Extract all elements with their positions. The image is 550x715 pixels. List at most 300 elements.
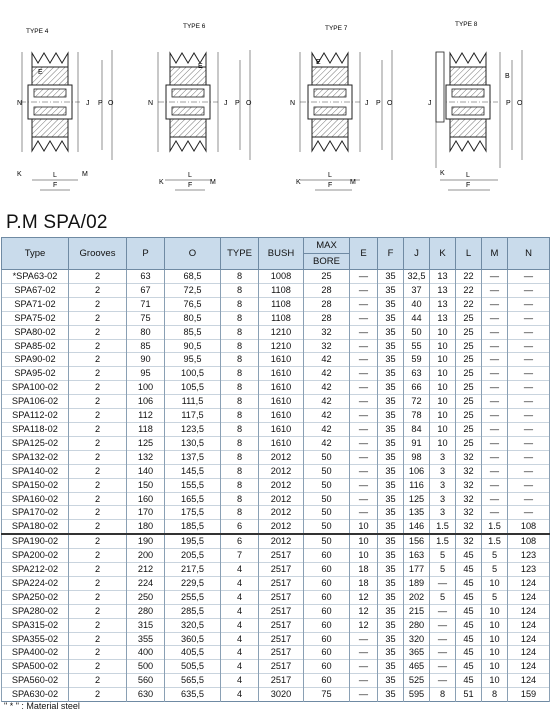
cell-n: —: [508, 478, 550, 492]
cell-f: 35: [378, 339, 404, 353]
cell-n: 124: [508, 604, 550, 618]
table-row: [2, 311, 550, 325]
dim-label-k: K: [296, 179, 301, 186]
spec-table-body: [2, 270, 550, 702]
cell-m: —: [482, 270, 508, 284]
cell-n: —: [508, 395, 550, 409]
cell-m: —: [482, 283, 508, 297]
cell-j: 156: [404, 534, 430, 548]
cell-p: 118: [127, 422, 165, 436]
cell-j: 202: [404, 590, 430, 604]
cell-j: 189: [404, 576, 430, 590]
cell-type: SPA180-02: [2, 520, 69, 534]
cell-k: 13: [430, 297, 456, 311]
table-row: [2, 478, 550, 492]
cell-k: —: [430, 646, 456, 660]
cell-j: 135: [404, 506, 430, 520]
cell-n: —: [508, 422, 550, 436]
cell-l: 32: [456, 520, 482, 534]
cell-grooves: 2: [69, 464, 127, 478]
dim-label-k: K: [17, 171, 22, 178]
dim-label-l: L: [188, 172, 192, 179]
cell-p: 315: [127, 618, 165, 632]
cell-bush: 2517: [259, 549, 304, 563]
cell-f: 35: [378, 520, 404, 534]
cell-bush: 1108: [259, 311, 304, 325]
cell-type-num: 8: [221, 422, 259, 436]
cell-type: SPA250-02: [2, 590, 69, 604]
cell-o: 229,5: [165, 576, 221, 590]
cell-o: 72,5: [165, 283, 221, 297]
cell-bush: 2517: [259, 646, 304, 660]
spec-table: [1, 237, 550, 702]
cell-l: 45: [456, 646, 482, 660]
cell-p: 90: [127, 353, 165, 367]
cell-type-num: 8: [221, 409, 259, 423]
cell-type: SPA71-02: [2, 297, 69, 311]
cell-k: 3: [430, 506, 456, 520]
cell-p: 140: [127, 464, 165, 478]
cell-n: —: [508, 450, 550, 464]
cell-type-num: 4: [221, 618, 259, 632]
cell-o: 90,5: [165, 339, 221, 353]
cell-bush: 1610: [259, 367, 304, 381]
cell-k: 5: [430, 563, 456, 577]
header-f: F: [378, 238, 404, 270]
cell-type-num: 8: [221, 492, 259, 506]
cell-k: 3: [430, 464, 456, 478]
header-e: E: [350, 238, 378, 270]
cell-e: —: [350, 660, 378, 674]
cell-grooves: 2: [69, 297, 127, 311]
cell-bush: 2012: [259, 520, 304, 534]
cell-type-num: 4: [221, 688, 259, 702]
table-row: [2, 492, 550, 506]
cell-e: 10: [350, 520, 378, 534]
cell-j: 98: [404, 450, 430, 464]
cell-p: 400: [127, 646, 165, 660]
dim-label-j: J: [365, 100, 369, 107]
cell-f: 35: [378, 632, 404, 646]
cell-f: 35: [378, 604, 404, 618]
cell-j: 44: [404, 311, 430, 325]
table-row: [2, 590, 550, 604]
cell-m: 10: [482, 632, 508, 646]
cell-o: 155,5: [165, 478, 221, 492]
cell-m: —: [482, 478, 508, 492]
cell-bush: 3020: [259, 688, 304, 702]
cell-bush: 1210: [259, 325, 304, 339]
cell-e: —: [350, 478, 378, 492]
cell-type: SPA100-02: [2, 381, 69, 395]
cell-o: 85,5: [165, 325, 221, 339]
cell-n: —: [508, 367, 550, 381]
cell-m: 10: [482, 604, 508, 618]
cell-max-bore: 50: [304, 534, 350, 548]
cell-max-bore: 60: [304, 632, 350, 646]
cell-max-bore: 60: [304, 563, 350, 577]
cell-n: —: [508, 283, 550, 297]
cell-l: 32: [456, 478, 482, 492]
cell-f: 35: [378, 590, 404, 604]
cell-grooves: 2: [69, 590, 127, 604]
dim-label-f: F: [53, 182, 58, 189]
header-bore: BORE: [304, 254, 350, 270]
table-row: [2, 464, 550, 478]
cell-m: —: [482, 464, 508, 478]
cell-p: 125: [127, 436, 165, 450]
cell-f: 35: [378, 409, 404, 423]
cell-l: 25: [456, 409, 482, 423]
cell-f: 35: [378, 270, 404, 284]
cell-m: —: [482, 450, 508, 464]
cell-p: 150: [127, 478, 165, 492]
table-row: [2, 339, 550, 353]
cell-max-bore: 25: [304, 270, 350, 284]
dim-label-n: N: [290, 100, 296, 107]
cell-type-num: 4: [221, 660, 259, 674]
cell-e: 12: [350, 618, 378, 632]
cell-o: 123,5: [165, 422, 221, 436]
cell-type: SPA200-02: [2, 549, 69, 563]
cell-f: 35: [378, 492, 404, 506]
cell-m: —: [482, 311, 508, 325]
cell-f: 35: [378, 660, 404, 674]
cell-o: 111,5: [165, 395, 221, 409]
cell-bush: 1008: [259, 270, 304, 284]
cell-type-num: 8: [221, 270, 259, 284]
cell-type: SPA90-02: [2, 353, 69, 367]
cell-l: 45: [456, 576, 482, 590]
cell-p: 500: [127, 660, 165, 674]
cell-f: 35: [378, 436, 404, 450]
cell-m: —: [482, 353, 508, 367]
cell-e: 10: [350, 534, 378, 548]
cell-e: —: [350, 464, 378, 478]
cell-n: —: [508, 353, 550, 367]
cell-o: 76,5: [165, 297, 221, 311]
cell-l: 32: [456, 492, 482, 506]
table-row: [2, 325, 550, 339]
cell-max-bore: 42: [304, 381, 350, 395]
cell-l: 25: [456, 339, 482, 353]
cell-k: 3: [430, 450, 456, 464]
cell-k: 3: [430, 478, 456, 492]
cell-e: —: [350, 688, 378, 702]
cell-p: 112: [127, 409, 165, 423]
cell-p: 180: [127, 520, 165, 534]
cell-max-bore: 60: [304, 604, 350, 618]
cell-f: 35: [378, 422, 404, 436]
cell-type: SPA150-02: [2, 478, 69, 492]
dim-label-l: L: [466, 172, 470, 179]
cell-l: 45: [456, 549, 482, 563]
cell-j: 91: [404, 436, 430, 450]
dim-label-j: J: [224, 100, 228, 107]
cell-bush: 1610: [259, 395, 304, 409]
cell-j: 595: [404, 688, 430, 702]
cell-type: SPA125-02: [2, 436, 69, 450]
cell-p: 212: [127, 563, 165, 577]
cell-n: 124: [508, 660, 550, 674]
cell-type: SPA500-02: [2, 660, 69, 674]
cell-o: 285,5: [165, 604, 221, 618]
cell-f: 35: [378, 353, 404, 367]
cell-k: —: [430, 576, 456, 590]
cell-p: 85: [127, 339, 165, 353]
cell-j: 72: [404, 395, 430, 409]
cell-l: 25: [456, 311, 482, 325]
cell-n: —: [508, 464, 550, 478]
cell-k: 8: [430, 688, 456, 702]
cell-max-bore: 42: [304, 409, 350, 423]
table-row: [2, 534, 550, 548]
cell-grooves: 2: [69, 339, 127, 353]
cell-p: 224: [127, 576, 165, 590]
cell-j: 63: [404, 367, 430, 381]
cell-type-num: 7: [221, 549, 259, 563]
cell-e: 18: [350, 576, 378, 590]
cell-bush: 1610: [259, 381, 304, 395]
cell-l: 22: [456, 270, 482, 284]
cell-j: 163: [404, 549, 430, 563]
table-row: [2, 283, 550, 297]
cell-e: —: [350, 283, 378, 297]
cell-j: 37: [404, 283, 430, 297]
cell-type-num: 8: [221, 464, 259, 478]
cell-e: —: [350, 450, 378, 464]
cell-k: 5: [430, 590, 456, 604]
table-row: [2, 632, 550, 646]
cell-e: —: [350, 632, 378, 646]
cell-type: SPA560-02: [2, 674, 69, 688]
cell-p: 280: [127, 604, 165, 618]
cell-max-bore: 32: [304, 325, 350, 339]
cell-k: 10: [430, 395, 456, 409]
cell-max-bore: 60: [304, 674, 350, 688]
cell-max-bore: 28: [304, 311, 350, 325]
cell-type: SPA112-02: [2, 409, 69, 423]
cell-k: 10: [430, 353, 456, 367]
cell-max-bore: 42: [304, 395, 350, 409]
dim-label-e: E: [198, 63, 203, 70]
cell-type: SPA95-02: [2, 367, 69, 381]
dim-label-p: P: [235, 100, 240, 107]
cell-m: 10: [482, 674, 508, 688]
cell-max-bore: 28: [304, 283, 350, 297]
cell-grooves: 2: [69, 604, 127, 618]
cell-type: SPA355-02: [2, 632, 69, 646]
cell-j: 125: [404, 492, 430, 506]
cell-m: —: [482, 422, 508, 436]
cell-f: 35: [378, 646, 404, 660]
cell-bush: 1210: [259, 339, 304, 353]
cell-m: —: [482, 339, 508, 353]
dim-label-j: J: [86, 100, 90, 107]
cell-bush: 2517: [259, 618, 304, 632]
cell-o: 68,5: [165, 270, 221, 284]
cell-bush: 2517: [259, 660, 304, 674]
table-row: [2, 409, 550, 423]
dim-label-p: P: [376, 100, 381, 107]
cell-l: 45: [456, 660, 482, 674]
dim-label-o: O: [108, 100, 114, 107]
cell-n: 159: [508, 688, 550, 702]
cell-l: 32: [456, 534, 482, 548]
cell-n: 124: [508, 576, 550, 590]
dim-label-j: J: [428, 100, 432, 107]
cell-f: 35: [378, 367, 404, 381]
table-row: [2, 563, 550, 577]
cell-l: 45: [456, 632, 482, 646]
cell-j: 40: [404, 297, 430, 311]
cell-m: 10: [482, 660, 508, 674]
cell-o: 130,5: [165, 436, 221, 450]
cell-grooves: 2: [69, 492, 127, 506]
header-max: MAX: [304, 238, 350, 254]
cell-n: —: [508, 381, 550, 395]
table-row: [2, 646, 550, 660]
cell-m: —: [482, 395, 508, 409]
cell-p: 190: [127, 534, 165, 548]
cell-l: 51: [456, 688, 482, 702]
cell-p: 100: [127, 381, 165, 395]
dim-label-m: M: [82, 171, 88, 178]
header-type: Type: [2, 238, 69, 270]
cell-p: 80: [127, 325, 165, 339]
cell-e: —: [350, 436, 378, 450]
cell-o: 217,5: [165, 563, 221, 577]
cell-l: 25: [456, 325, 482, 339]
table-row: [2, 395, 550, 409]
cell-n: —: [508, 270, 550, 284]
cell-k: 5: [430, 549, 456, 563]
cell-n: 124: [508, 618, 550, 632]
cell-type: SPA630-02: [2, 688, 69, 702]
cell-f: 35: [378, 534, 404, 548]
cell-l: 22: [456, 297, 482, 311]
cell-j: 66: [404, 381, 430, 395]
cell-l: 32: [456, 464, 482, 478]
cell-type: SPA140-02: [2, 464, 69, 478]
cell-e: —: [350, 422, 378, 436]
table-row: [2, 576, 550, 590]
table-row: [2, 297, 550, 311]
table-row: [2, 270, 550, 284]
table-row: [2, 422, 550, 436]
cell-o: 360,5: [165, 632, 221, 646]
cell-max-bore: 75: [304, 688, 350, 702]
cell-type-num: 4: [221, 604, 259, 618]
cell-bush: 1108: [259, 283, 304, 297]
cell-f: 35: [378, 381, 404, 395]
cell-n: —: [508, 339, 550, 353]
cell-l: 25: [456, 367, 482, 381]
cell-e: 10: [350, 549, 378, 563]
cell-type-num: 4: [221, 674, 259, 688]
cell-n: 124: [508, 590, 550, 604]
cell-k: 10: [430, 436, 456, 450]
cell-max-bore: 60: [304, 576, 350, 590]
cell-max-bore: 50: [304, 492, 350, 506]
cell-grooves: 2: [69, 283, 127, 297]
header-j: J: [404, 238, 430, 270]
cell-bush: 2517: [259, 674, 304, 688]
cell-grooves: 2: [69, 381, 127, 395]
dim-label-p: P: [98, 100, 103, 107]
cell-grooves: 2: [69, 549, 127, 563]
cell-max-bore: 60: [304, 660, 350, 674]
cell-l: 45: [456, 590, 482, 604]
cell-bush: 2517: [259, 590, 304, 604]
dim-label-m: M: [350, 179, 356, 186]
cell-type-num: 8: [221, 339, 259, 353]
cell-j: 50: [404, 325, 430, 339]
cell-j: 32,5: [404, 270, 430, 284]
cell-max-bore: 42: [304, 422, 350, 436]
cell-max-bore: 60: [304, 590, 350, 604]
dim-label-f: F: [466, 182, 471, 189]
cell-type-num: 6: [221, 520, 259, 534]
diagram-type-label: TYPE 7: [325, 25, 348, 32]
cell-type: SPA106-02: [2, 395, 69, 409]
cell-e: —: [350, 506, 378, 520]
cell-j: 146: [404, 520, 430, 534]
dim-label-o: O: [246, 100, 252, 107]
cell-p: 355: [127, 632, 165, 646]
cell-j: 55: [404, 339, 430, 353]
cell-max-bore: 60: [304, 618, 350, 632]
table-row: [2, 674, 550, 688]
cell-n: 124: [508, 632, 550, 646]
cell-bush: 1610: [259, 436, 304, 450]
cell-o: 405,5: [165, 646, 221, 660]
cell-p: 63: [127, 270, 165, 284]
cell-j: 116: [404, 478, 430, 492]
cell-bush: 2517: [259, 632, 304, 646]
cell-type: SPA224-02: [2, 576, 69, 590]
cell-l: 45: [456, 563, 482, 577]
cell-m: 1.5: [482, 520, 508, 534]
cell-l: 45: [456, 674, 482, 688]
cell-f: 35: [378, 297, 404, 311]
cell-grooves: 2: [69, 353, 127, 367]
dim-label-f: F: [188, 182, 193, 189]
cell-o: 320,5: [165, 618, 221, 632]
cell-p: 250: [127, 590, 165, 604]
dim-label-o: O: [387, 100, 393, 107]
cell-o: 175,5: [165, 506, 221, 520]
cell-e: —: [350, 381, 378, 395]
cell-n: 108: [508, 520, 550, 534]
cell-j: 280: [404, 618, 430, 632]
cell-max-bore: 32: [304, 339, 350, 353]
header-l: L: [456, 238, 482, 270]
cell-o: 205,5: [165, 549, 221, 563]
cell-type: SPA280-02: [2, 604, 69, 618]
header-o: O: [165, 238, 221, 270]
cell-grooves: 2: [69, 367, 127, 381]
cell-m: 1.5: [482, 534, 508, 548]
cell-n: —: [508, 325, 550, 339]
cell-m: —: [482, 492, 508, 506]
cell-j: 106: [404, 464, 430, 478]
cell-bush: 2517: [259, 604, 304, 618]
table-row: [2, 506, 550, 520]
header-type-num: TYPE: [221, 238, 259, 270]
cell-k: 10: [430, 339, 456, 353]
cell-grooves: 2: [69, 520, 127, 534]
